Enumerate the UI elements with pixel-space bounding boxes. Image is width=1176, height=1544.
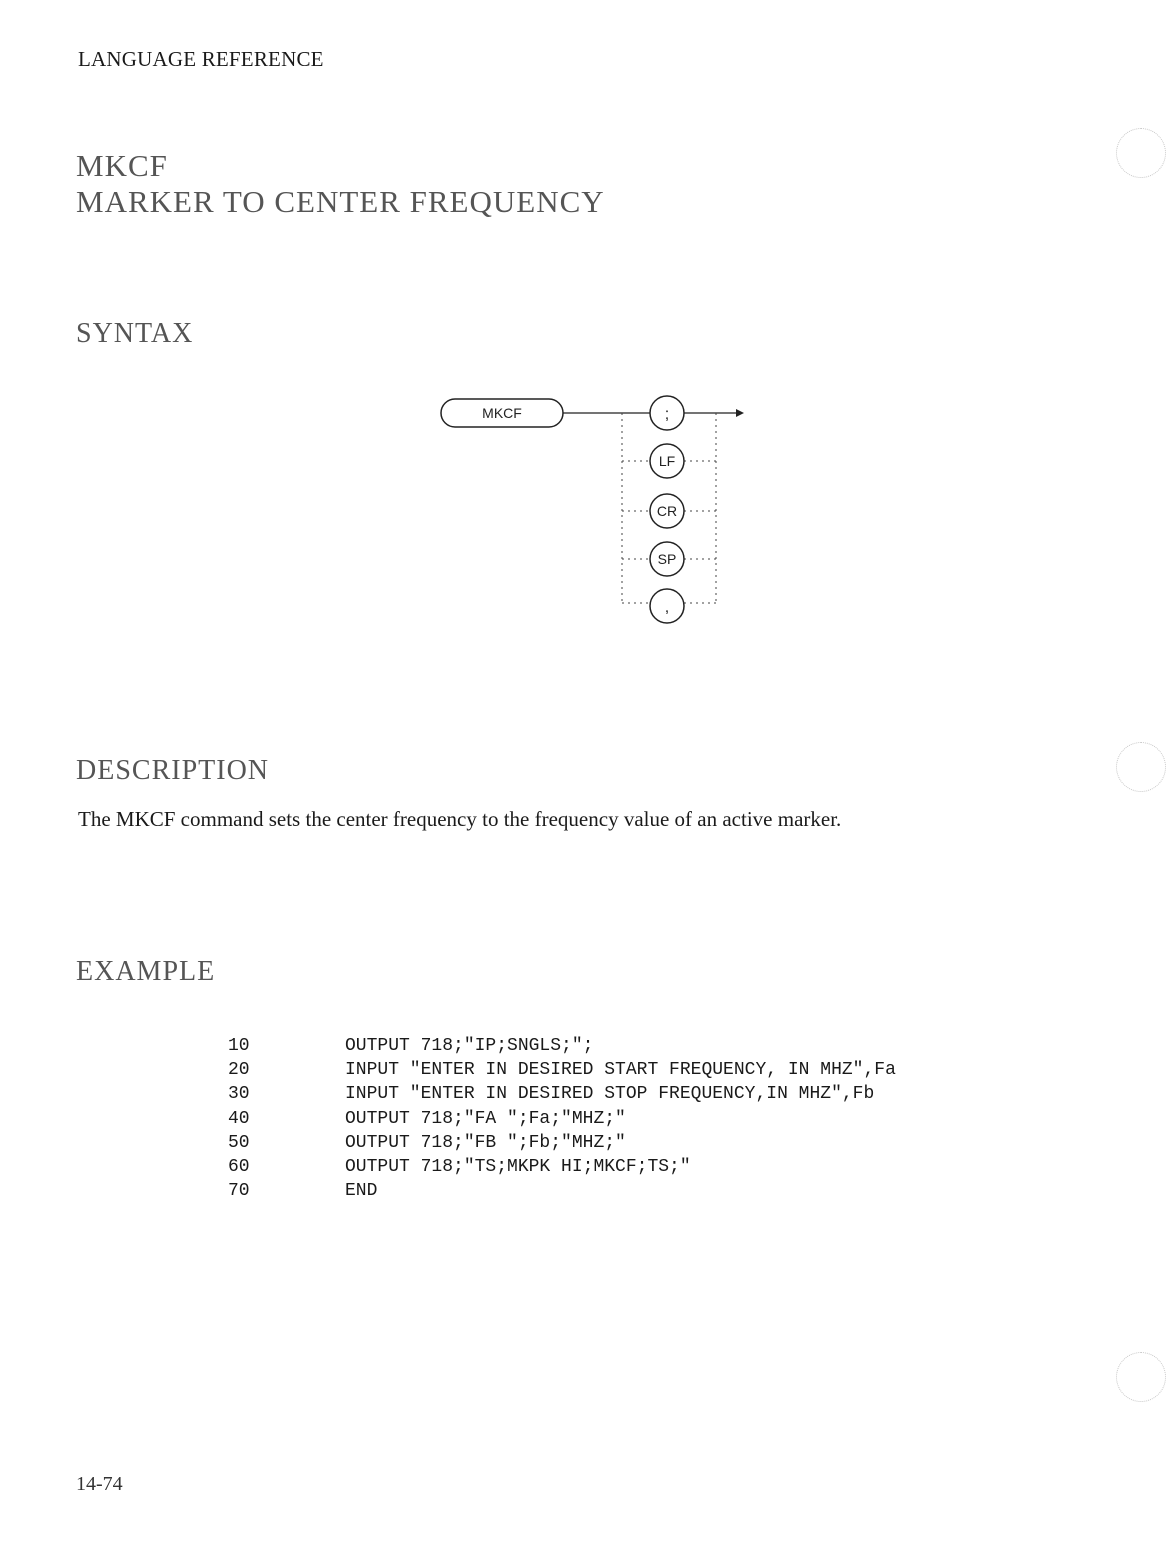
syntax-heading: SYNTAX: [76, 318, 194, 349]
page-number: 14-74: [76, 1473, 123, 1495]
code-line-number: 30: [228, 1084, 250, 1105]
command-mnemonic: MKCF: [76, 148, 168, 183]
code-statement: OUTPUT 718;"FB ";Fb;"MHZ;": [345, 1132, 626, 1153]
binder-hole: [1116, 128, 1166, 178]
code-statement: OUTPUT 718;"TS;MKPK HI;MKCF;TS;": [345, 1156, 691, 1177]
code-statement: INPUT "ENTER IN DESIRED START FREQUENCY, IN MHZ",Fa: [345, 1060, 896, 1081]
code-line-number: 60: [228, 1156, 250, 1177]
code-statement: END: [345, 1181, 378, 1202]
terminator-sp-label: SP: [657, 551, 677, 567]
terminator-semicolon-label: ;: [664, 406, 670, 423]
binder-hole: [1116, 1352, 1166, 1402]
terminator-cr-label: CR: [656, 503, 678, 519]
running-header: LANGUAGE REFERENCE: [78, 47, 324, 71]
command-label: MKCF: [482, 405, 522, 421]
example-heading: EXAMPLE: [76, 956, 216, 987]
code-statement: OUTPUT 718;"IP;SNGLS;";: [345, 1036, 594, 1056]
code-statement: OUTPUT 718;"FA ";Fa;"MHZ;": [345, 1108, 626, 1129]
exit-arrow-icon: [736, 409, 744, 417]
description-heading: DESCRIPTION: [76, 755, 270, 786]
code-line-number: 70: [228, 1181, 250, 1202]
binder-hole: [1116, 742, 1166, 792]
description-text: The MKCF command sets the center frequency to the frequency value of an active marker.: [78, 807, 842, 831]
code-line-number: 50: [228, 1132, 250, 1153]
command-title: [76, 148, 605, 220]
terminator-comma-label: ,: [664, 599, 670, 616]
code-line-number: 10: [228, 1036, 250, 1056]
code-line-number: 40: [228, 1108, 250, 1129]
code-statement: INPUT "ENTER IN DESIRED STOP FREQUENCY,IN MHZ",Fb: [345, 1084, 875, 1105]
command-full-name: MARKER TO CENTER FREQUENCY: [76, 184, 605, 219]
branch-connectors: [622, 461, 716, 603]
example-code-block: [345, 1034, 896, 1203]
code-line-number: 20: [228, 1060, 250, 1081]
terminator-lf-label: LF: [658, 453, 676, 469]
syntax-diagram: [436, 393, 756, 633]
example-line-numbers: [228, 1034, 250, 1203]
